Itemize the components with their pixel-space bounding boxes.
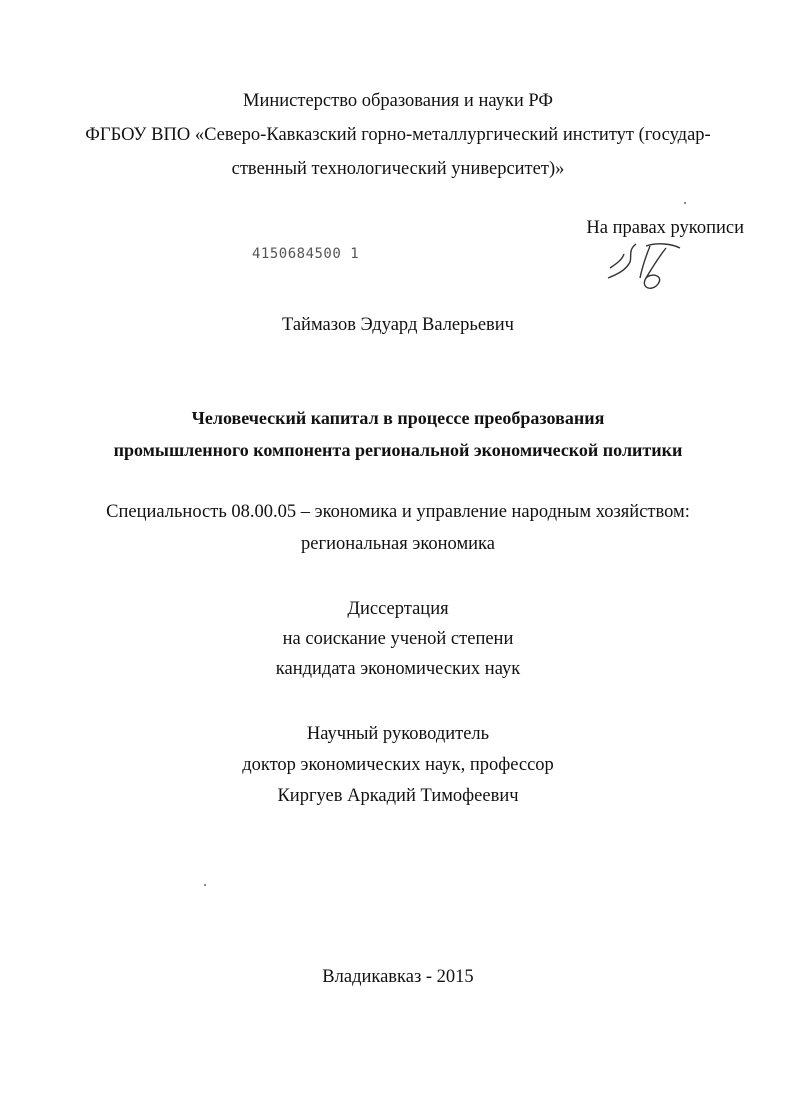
author-name: Таймазов Эдуард Валерьевич <box>282 315 514 335</box>
scan-speck-2 <box>204 884 206 886</box>
archive-stamp: 4150684500 1 <box>252 246 360 262</box>
dissertation-title-line-1: Человеческий капитал в процессе преобразования <box>191 408 605 428</box>
scan-speck <box>684 202 686 204</box>
institute-line-2: ственный технологический университет)» <box>231 159 565 179</box>
degree-line-1: Диссертация <box>347 599 449 619</box>
city-year: Владикавказ - 2015 <box>322 967 474 987</box>
dissertation-title-line-2: промышленного компонента региональной экономической политики <box>113 440 683 460</box>
supervisor-label: Научный руководитель <box>306 724 490 744</box>
institute-line-1: ФГБОУ ВПО «Северо-Кавказский горно-металлургический институт (государ- <box>85 125 711 145</box>
specialty-line-1: Специальность 08.00.05 – экономика и управление народным хозяйством: <box>106 502 690 522</box>
ministry-line: Министерство образования и науки РФ <box>243 91 553 111</box>
degree-line-3: кандидата экономических наук <box>275 659 521 679</box>
supervisor-degree: доктор экономических наук, профессор <box>242 755 554 775</box>
manuscript-note: На правах рукописи <box>586 218 744 238</box>
degree-line-2: на соискание ученой степени <box>282 629 514 649</box>
supervisor-name: Киргуев Аркадий Тимофеевич <box>277 786 519 806</box>
specialty-line-2: региональная экономика <box>301 534 495 554</box>
signature-icon <box>606 238 686 294</box>
